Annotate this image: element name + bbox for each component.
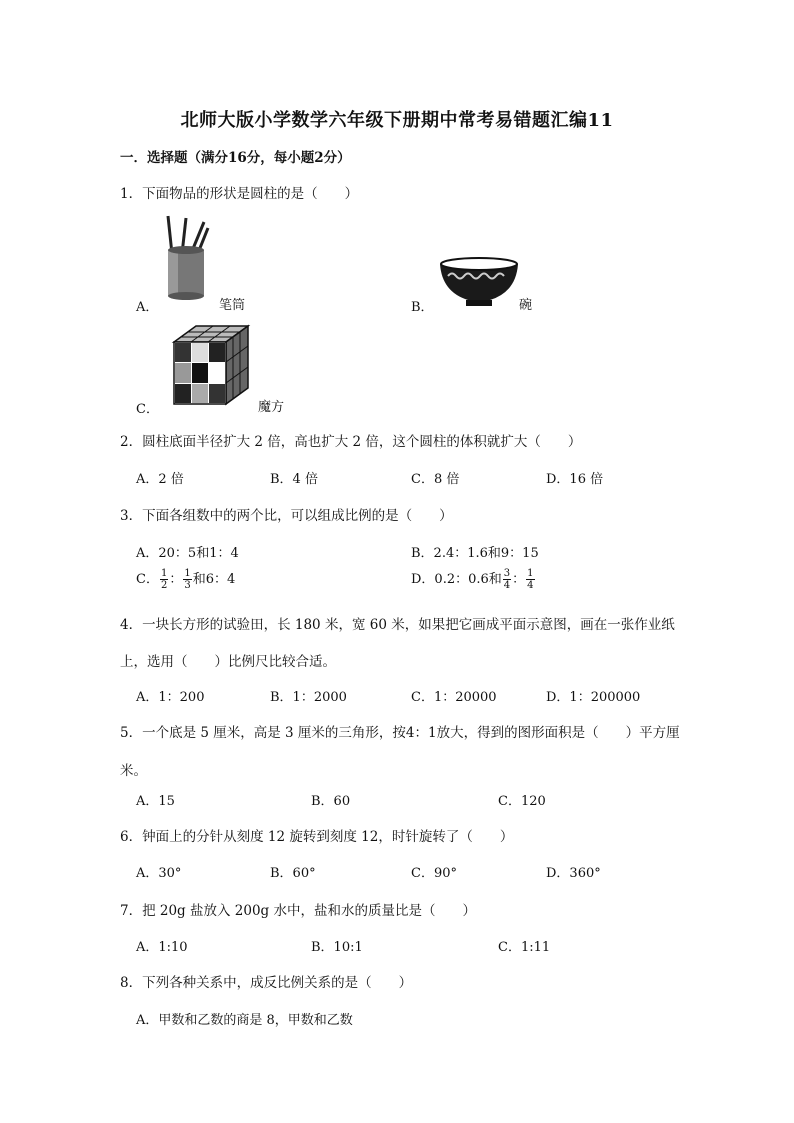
rubiks-cube-image (168, 322, 254, 412)
question-5-line-1: 5．一个底是 5 厘米，高是 3 厘米的三角形，按4：1放大，得到的图形面积是（ ）平方厘 (120, 725, 680, 741)
q2-option-b[interactable]: B．4 倍 (270, 472, 318, 487)
page-title: 北师大版小学数学六年级下册期中常考易错题汇编11 (180, 110, 614, 131)
q4-option-d[interactable]: D．1：200000 (546, 690, 641, 705)
q1-option-c-name: 魔方 (258, 400, 285, 415)
q6-option-c[interactable]: C．90° (411, 866, 457, 881)
q7-option-a[interactable]: A．1:10 (136, 940, 188, 955)
question-3: 3．下面各组数中的两个比，可以组成比例的是（ ） (120, 508, 453, 524)
question-4-line-2: 上，选用（ ）比例尺比较合适。 (120, 654, 336, 670)
q5-option-b[interactable]: B．60 (311, 794, 351, 809)
q3-option-d-label: D．0.2：0.6和 (411, 572, 502, 587)
q3-option-c[interactable]: C． $\frac{1}{2}$ ： $\frac{1}{3}$ 和6：4 (136, 568, 236, 591)
question-2: 2．圆柱底面半径扩大 2 倍，高也扩大 2 倍，这个圆柱的体积就扩大（ ） (120, 434, 582, 450)
q8-option-a[interactable]: A．甲数和乙数的商是 8，甲数和乙数 (136, 1013, 353, 1028)
q4-option-c[interactable]: C．1：20000 (411, 690, 497, 705)
question-6: 6．钟面上的分针从刻度 12 旋转到刻度 12，时针旋转了（ ） (120, 829, 514, 845)
question-7: 7．把 20g 盐放入 200g 水中，盐和水的质量比是（ ） (120, 903, 476, 919)
q5-option-c[interactable]: C．120 (498, 794, 546, 809)
fraction-one-third: $\frac{1}{3}$ (184, 568, 191, 591)
q5-option-a[interactable]: A．15 (136, 794, 175, 809)
q7-option-c[interactable]: C．1:11 (498, 940, 551, 955)
q3-option-d[interactable]: D．0.2：0.6和 $\frac{3}{4}$ ： $\frac{1}{4}$ (411, 568, 534, 591)
q7-option-b[interactable]: B．10:1 (311, 940, 363, 955)
q2-option-d[interactable]: D．16 倍 (546, 472, 604, 487)
bowl-image (438, 252, 520, 314)
q3-option-a[interactable]: A．20：5和1：4 (136, 546, 239, 561)
question-4-line-1: 4．一块长方形的试验田，长 180 米，宽 60 米，如果把它画成平面示意图，画在一张作业纸 (120, 617, 675, 633)
section-heading: 一．选择题（满分16分，每小题2分） (120, 150, 351, 166)
q1-option-a-name: 笔筒 (219, 298, 246, 313)
q6-option-a[interactable]: A．30° (136, 866, 182, 881)
question-8: 8．下列各种关系中，成反比例关系的是（ ） (120, 975, 413, 991)
q2-option-c[interactable]: C．8 倍 (411, 472, 460, 487)
fraction-one-quarter: $\frac{1}{4}$ (527, 568, 534, 591)
q4-option-b[interactable]: B．1：2000 (270, 690, 347, 705)
q1-option-b-name: 碗 (519, 298, 533, 313)
q2-option-a[interactable]: A．2 倍 (136, 472, 184, 487)
q3-option-b[interactable]: B．2.4：1.6和9：15 (411, 546, 539, 561)
pen-holder-image (160, 214, 212, 304)
q1-option-c-label[interactable]: C． (136, 402, 159, 417)
fraction-one-half: $\frac{1}{2}$ (160, 568, 168, 591)
question-5-line-2: 米。 (120, 763, 147, 779)
q1-option-b-label[interactable]: B． (411, 300, 434, 315)
q1-option-a-label[interactable]: A． (136, 300, 159, 315)
fraction-three-quarters: $\frac{3}{4}$ (503, 568, 511, 591)
q4-option-a[interactable]: A．1：200 (136, 690, 205, 705)
q6-option-b[interactable]: B．60° (270, 866, 316, 881)
q3-option-c-label: C． (136, 572, 159, 587)
q6-option-d[interactable]: D．360° (546, 866, 601, 881)
question-1: 1．下面物品的形状是圆柱的是（ ） (120, 186, 359, 202)
